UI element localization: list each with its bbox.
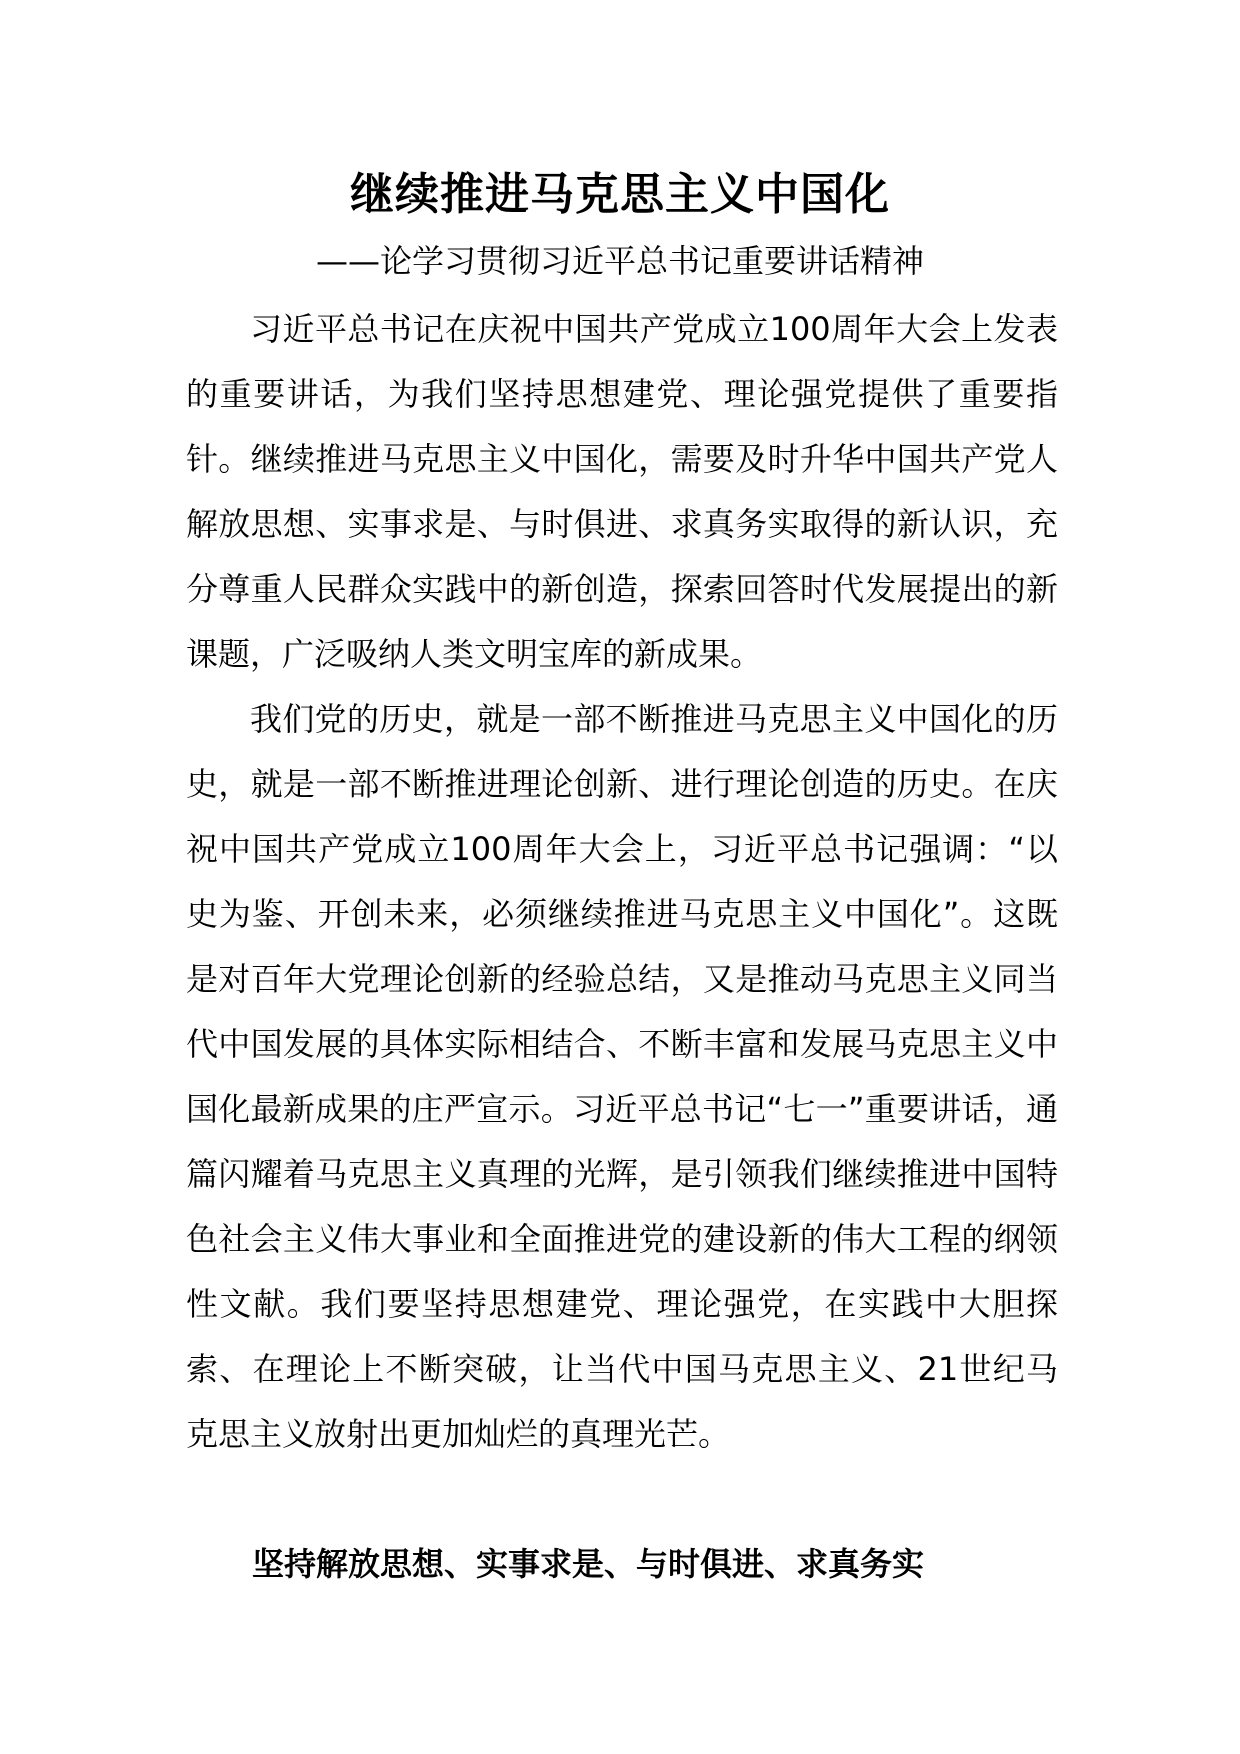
document-subtitle: ——论学习贯彻习近平总书记重要讲话精神 [315,242,924,280]
document-body [186,297,1058,1467]
document-title: 继续推进马克思主义中国化 [350,169,890,220]
section-heading: 坚持解放思想、实事求是、与时俱进、求真务实 [252,1545,925,1583]
body-paragraph: 习近平总书记在庆祝中国共产党成立100周年大会上发表的重要讲话，为我们坚持思想建党、理论强党提供了重要指针。继续推进马克思主义中国化，需要及时升华中国共产党人解放思想、实事求是、与时俱进、求真务实取得的新认识，充分尊重人民群众实践中的新创造，探索回答时代发展提出的新课题，广泛吸纳人类文明宝库的新成果。 [186,310,1058,673]
body-paragraph: 我们党的历史，就是一部不断推进马克思主义中国化的历史，就是一部不断推进理论创新、进行理论创造的历史。在庆祝中国共产党成立100周年大会上，习近平总书记强调：“以史为鉴、开创未来，必须继续推进马克思主义中国化”。这既是对百年大党理论创新的经验总结，又是推动马克思主义同当代中国发展的具体实际相结合、不断丰富和发展马克思主义中国化最新成果的庄严宣示。习近平总书记“七一”重要讲话，通篇闪耀着马克思主义真理的光辉，是引领我们继续推进中国特色社会主义伟大事业和全面推进党的建设新的伟大工程的纲领性文献。我们要坚持思想建党、理论强党，在实践中大胆探索、在理论上不断突破，让当代中国马克思主义、21世纪马克思主义放射出更加灿烂的真理光芒。 [186,700,1058,1453]
